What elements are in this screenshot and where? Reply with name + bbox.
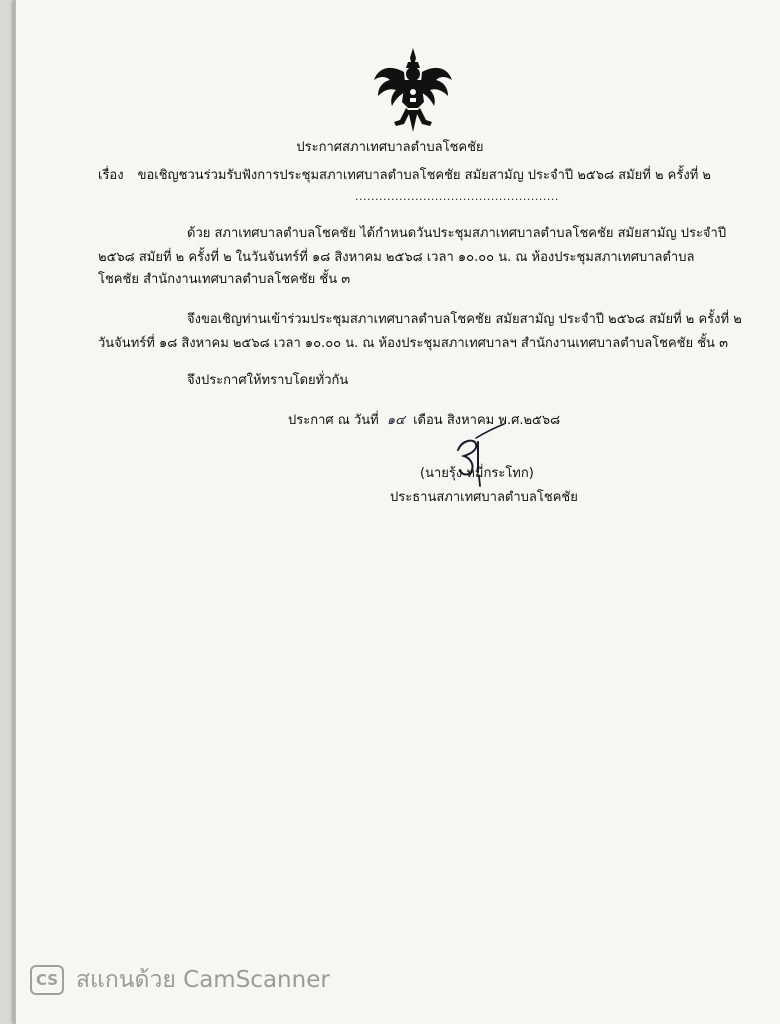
signatory-name: (นายรุ้ง หมี่กระโทก)	[420, 466, 534, 481]
subject-text: ขอเชิญชวนร่วมรับฟังการประชุมสภาเทศบาลตำบลโชคชัย สมัยสามัญ ประจำปี ๒๕๖๘ สมัยที่ ๒ ครั้งที่ ๒	[137, 168, 711, 183]
separator-dots: ...................................................	[355, 190, 559, 203]
date-suffix: เดือน สิงหาคม พ.ศ.๒๕๖๘	[413, 413, 561, 428]
camscanner-watermark	[30, 962, 330, 998]
paragraph-1-line-2: ๒๕๖๘ สมัยที่ ๒ ครั้งที่ ๒ ในวันจันทร์ที่ ๑๘ สิงหาคม ๒๕๖๘ เวลา ๑๐.๐๐ น. ณ ห้องประชุมสภาเทศบาลตำบล	[98, 250, 695, 265]
paragraph-1-line-3: โชคชัย สำนักงานเทศบาลตำบลโชคชัย ชั้น ๓	[98, 272, 351, 287]
paragraph-2-line-1: จึงขอเชิญท่านเข้าร่วมประชุมสภาเทศบาลตำบลโชคชัย สมัยสามัญ ประจำปี ๒๕๖๘ สมัยที่ ๒ ครั้งที่ ๒	[187, 312, 742, 327]
camscanner-logo-icon: CS	[30, 965, 64, 995]
paragraph-2-line-2: วันจันทร์ที่ ๑๘ สิงหาคม ๒๕๖๘ เวลา ๑๐.๐๐ น. ณ ห้องประชุมสภาเทศบาลฯ สำนักงานเทศบาลตำบลโชคชัย ชั้น ๓	[98, 336, 728, 351]
camscanner-text: สแกนด้วย CamScanner	[76, 967, 330, 993]
date-day: ๑๔	[386, 413, 405, 428]
garuda-emblem-icon	[368, 46, 458, 136]
date-prefix: ประกาศ ณ วันที่	[288, 413, 379, 428]
date-line	[288, 413, 560, 429]
signatory-position: ประธานสภาเทศบาลตำบลโชคชัย	[390, 490, 578, 505]
paragraph-1-line-1: ด้วย สภาเทศบาลตำบลโชคชัย ได้กำหนดวันประชุมสภาเทศบาลตำบลโชคชัย สมัยสามัญ ประจำปี	[187, 226, 727, 241]
subject-label: เรื่อง	[98, 168, 124, 183]
announcement-title: ประกาศสภาเทศบาลตำบลโชคชัย	[296, 140, 484, 155]
paragraph-3: จึงประกาศให้ทราบโดยทั่วกัน	[187, 373, 349, 388]
subject-line	[98, 164, 711, 185]
